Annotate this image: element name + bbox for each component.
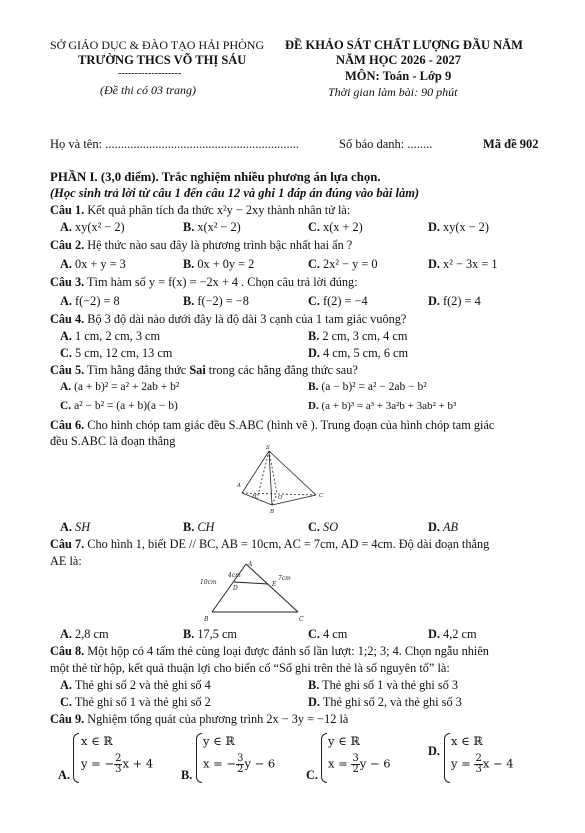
question-8-line1: Câu 8. Một hộp có 4 tấm thẻ cùng loại được đánh số lần lượt: 1;2; 3; 4. Chọn ngẫu nhiên (50, 644, 489, 658)
candidate-id: Số báo danh: ........ (339, 137, 433, 151)
q5-option-d[interactable]: D. (a + b)³ = a³ + 3a²b + 3ab² + b³ (308, 400, 457, 412)
q4-option-b[interactable]: B. 2 cm, 3 cm, 4 cm (308, 329, 408, 343)
q9-d-eq1: x ∈ ℝ (451, 734, 483, 748)
q7-option-a[interactable]: A. 2,8 cm (60, 627, 109, 641)
q2-option-d[interactable]: D. x² − 3x = 1 (428, 257, 498, 271)
dept-name: SỞ GIÁO DỤC & ĐÀO TẠO HẢI PHÒNG (50, 38, 265, 52)
q4-option-d[interactable]: D. 4 cm, 5 cm, 6 cm (308, 346, 409, 360)
q9-c-eq2: x = $\frac{3}{2}$ y − 6 (328, 753, 391, 775)
fig7-label-ab: 10cm (200, 579, 217, 586)
question-5: Câu 5. Tìm hằng đẳng thức Sai trong các hằng đẳng thức sau? (50, 363, 358, 377)
question-7-line2: AE là: (50, 554, 82, 568)
q5-option-c[interactable]: C. a² − b² = (a + b)(a − b) (60, 400, 178, 412)
q6-option-b[interactable]: B. CH (183, 520, 215, 534)
school-year: NĂM HỌC 2026 - 2027 (336, 53, 461, 67)
q9-option-d-letter: D. (428, 744, 440, 758)
question-7-line1: Câu 7. Cho hình 1, biết DE // BC, AB = 10cm, AC = 7cm, AD = 4cm. Độ dài đoạn thẳng (50, 537, 490, 551)
question-1: Câu 1. Kết quả phân tích đa thức x²y − 2xy thành nhân tử là: (50, 203, 351, 217)
question-4: Câu 4. Bộ 3 độ dài nào dưới đây là độ dài 3 cạnh của 1 tam giác vuông? (50, 312, 407, 326)
q9-d-eq2: y = $\frac{2}{3}$ x − 4 (451, 753, 514, 775)
question-3: Câu 3. Tìm hàm số y = f(x) = −2x + 4 . Chọn câu trả lời đúng: (50, 275, 358, 289)
q1-option-b[interactable]: B. x(x² − 2) (183, 220, 241, 234)
q8-option-b[interactable]: B. Thẻ ghi số 1 và thẻ ghi số 3 (308, 678, 459, 692)
question-6-line1: Câu 6. Cho hình chóp tam giác đều S.ABC (hình vẽ ). Trung đoạn của hình chóp tam giác (50, 418, 495, 432)
q1-option-a[interactable]: A. xy(x² − 2) (60, 220, 125, 234)
q5-option-a[interactable]: A. (a + b)² = a² + 2ab + b² (60, 381, 180, 393)
q2-option-c[interactable]: C. 2x² − y = 0 (308, 257, 378, 271)
school-name: TRƯỜNG THCS VÕ THỊ SÁU (78, 53, 247, 67)
q9-a-eq2: y = − $\frac{2}{3}$ x + 4 (81, 753, 154, 775)
q9-d-brace (444, 733, 450, 783)
question-6-line2: đều S.ABC là đoạn thẳng (50, 434, 176, 448)
q9-b-eq1: y ∈ ℝ (203, 734, 235, 748)
q2-option-a[interactable]: A. 0x + y = 3 (60, 257, 126, 271)
q9-c-brace (321, 733, 327, 783)
q7-option-d[interactable]: D. 4,2 cm (428, 627, 477, 641)
q4-option-a[interactable]: A. 1 cm, 2 cm, 3 cm (60, 329, 161, 343)
fig7-label-ac: 7cm (278, 575, 291, 582)
q7-option-c[interactable]: C. 4 cm (308, 627, 348, 641)
pyramid-figure (222, 443, 332, 518)
exam-title: ĐỀ KHẢO SÁT CHẤT LƯỢNG ĐẦU NĂM (285, 38, 523, 52)
candidate-name: Họ và tên: .............................................................. (50, 137, 299, 151)
fig6-label-b: B (270, 509, 275, 515)
q8-option-a[interactable]: A. Thẻ ghi số 2 và thẻ ghi số 4 (60, 678, 211, 692)
q1-option-c[interactable]: C. x(x + 2) (308, 220, 363, 234)
fig7-label-e: E (272, 581, 277, 588)
fig6-label-o: O (278, 495, 283, 501)
q8-option-d[interactable]: D. Thẻ ghi số 2, và thẻ ghi số 3 (308, 695, 462, 709)
part1-instruction: (Học sinh trả lời từ câu 1 đến câu 12 và ghi 1 đáp án đúng vào bài làm) (50, 186, 420, 200)
triangle-figure (198, 560, 316, 628)
q3-option-d[interactable]: D. f(2) = 4 (428, 294, 481, 308)
fig7-label-d: D (233, 585, 238, 592)
q7-option-b[interactable]: B. 17,5 cm (183, 627, 237, 641)
q6-option-a[interactable]: A. SH (60, 520, 91, 534)
q9-option-a-letter: A. (58, 768, 70, 782)
q9-a-brace (73, 733, 79, 783)
q8-option-c[interactable]: C. Thẻ ghi số 1 và thẻ ghi số 2 (60, 695, 211, 709)
fig6-label-a: A (237, 483, 241, 489)
exam-time: Thời gian làm bài: 90 phút (328, 85, 458, 99)
q9-option-b-letter: B. (181, 768, 193, 782)
fig7-label-a: A (248, 561, 253, 568)
exam-code: Mã đề 902 (483, 137, 539, 151)
page-count: (Đề thi có 03 trang) (100, 83, 196, 97)
q3-option-b[interactable]: B. f(−2) = −8 (183, 294, 249, 308)
fig6-label-c: C (319, 493, 324, 499)
q9-a-eq1: x ∈ ℝ (81, 734, 113, 748)
q9-option-c-letter: C. (306, 768, 318, 782)
question-2: Câu 2. Hệ thức nào sau đây là phương trình bậc nhất hai ẩn ? (50, 238, 353, 252)
fig7-label-c: C (299, 616, 304, 623)
fig6-label-h: H (252, 494, 257, 500)
fig6-label-s: S (266, 445, 270, 451)
q4-option-c[interactable]: C. 5 cm, 12 cm, 13 cm (60, 346, 173, 360)
question-9: Câu 9. Nghiệm tổng quát của phương trình 2x − 3y = −12 là (50, 712, 349, 726)
q3-option-a[interactable]: A. f(−2) = 8 (60, 294, 120, 308)
q1-option-d[interactable]: D. xy(x − 2) (428, 220, 489, 234)
q6-option-c[interactable]: C. SO (308, 520, 339, 534)
fig7-label-ad: 4cm (228, 572, 241, 579)
q3-option-c[interactable]: C. f(2) = −4 (308, 294, 368, 308)
q5-option-b[interactable]: B. (a − b)² = a² − 2ab − b² (308, 381, 427, 393)
question-8-line2: một thẻ từ hộp, kết quả thuận lợi cho biến cố “Số ghi trên thẻ là số nguyên tố” là: (50, 661, 450, 675)
subject: MÔN: Toán - Lớp 9 (345, 69, 452, 83)
q9-c-eq1: y ∈ ℝ (328, 734, 360, 748)
header-dashes: ------------------- (118, 68, 182, 79)
q9-b-brace (196, 733, 202, 783)
part1-title: PHẦN I. (3,0 điểm). Trắc nghiệm nhiều phương án lựa chọn. (50, 170, 381, 184)
q9-b-eq2: x = − $\frac{3}{2}$ y − 6 (203, 753, 276, 775)
q2-option-b[interactable]: B. 0x + 0y = 2 (183, 257, 255, 271)
fig7-label-b: B (204, 616, 209, 623)
q6-option-d[interactable]: D. AB (428, 520, 459, 534)
